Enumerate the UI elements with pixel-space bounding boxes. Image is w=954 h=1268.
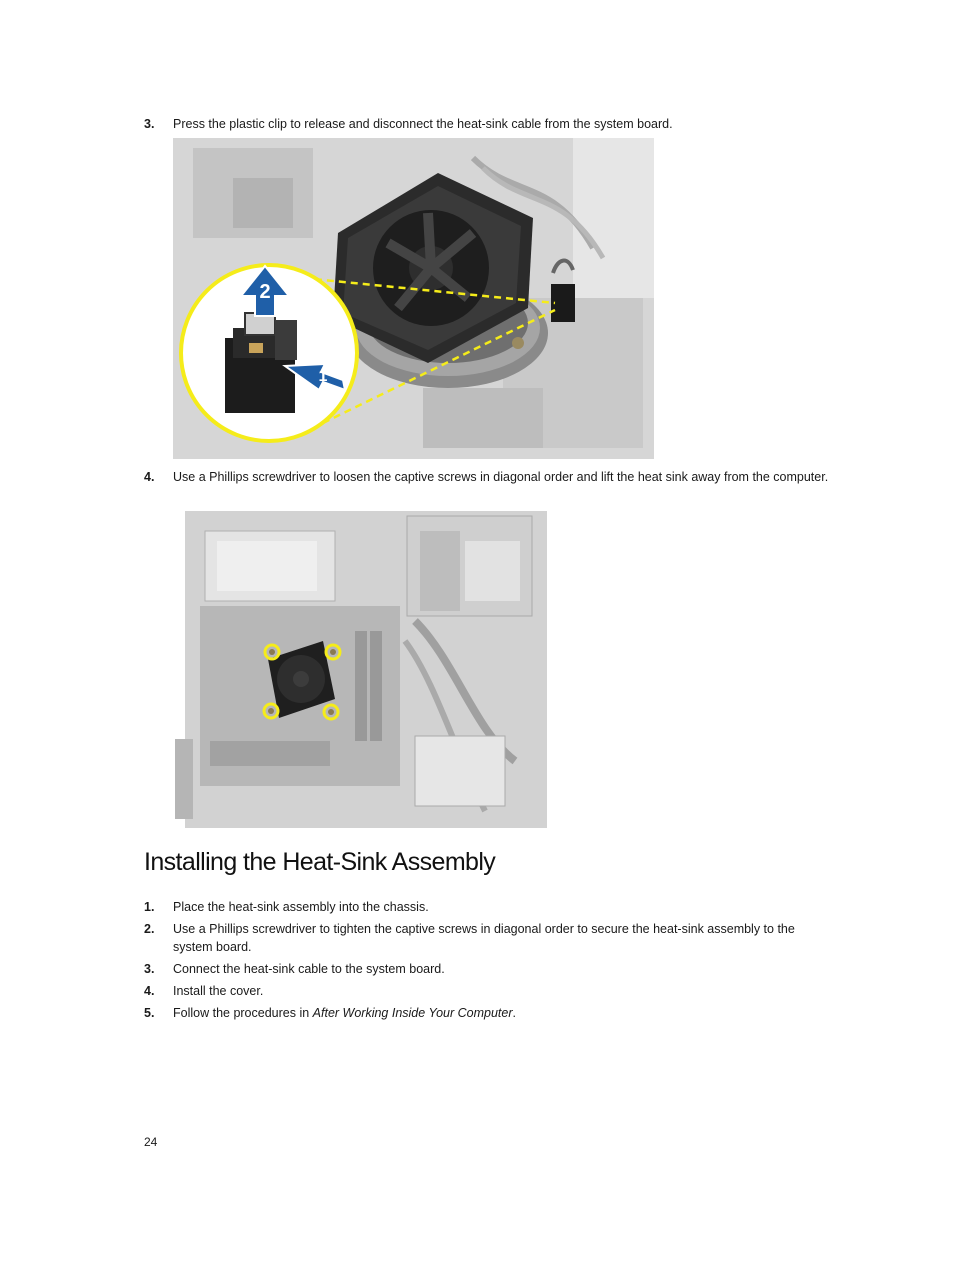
step-text: [173, 1004, 833, 1022]
cross-reference-link[interactable]: After Working Inside Your Computer: [312, 1006, 513, 1020]
step-text: Press the plastic clip to release and disconnect the heat-sink cable from the system board.: [173, 117, 673, 131]
callout-label-1: 1: [318, 368, 328, 385]
step-number: 1.: [144, 900, 155, 914]
step-text: Use a Phillips screwdriver to loosen the captive screws in diagonal order and lift the heat sink away from the computer.: [173, 470, 829, 484]
figure-chassis-screws: [175, 511, 547, 828]
figure-heat-sink-cable: [173, 138, 654, 459]
step-text-after: .: [512, 1006, 517, 1020]
heat-sink-cable-illustration: [173, 138, 654, 459]
callout-label-2: 2: [259, 281, 271, 303]
step-number: 4.: [144, 984, 155, 998]
page-number: 24: [144, 1135, 158, 1149]
chassis-overview-illustration: [175, 511, 547, 828]
step-text: Use a Phillips screwdriver to tighten the captive screws in diagonal order to secure the heat-sink assembly to the system board.: [173, 922, 795, 954]
step-text-before: Follow the procedures in: [173, 1006, 313, 1020]
zoomed-connector: [225, 313, 297, 413]
step-text: Place the heat-sink assembly into the chassis.: [173, 900, 429, 914]
step-text: Connect the heat-sink cable to the system board.: [173, 962, 445, 976]
step-number: 2.: [144, 922, 155, 936]
step-text: Install the cover.: [173, 984, 264, 998]
step-number: 5.: [144, 1006, 155, 1020]
section-title: Installing the Heat-Sink Assembly: [144, 848, 496, 876]
step-number: 4.: [144, 470, 155, 484]
step-number: 3.: [144, 117, 155, 131]
step-number: 3.: [144, 962, 155, 976]
